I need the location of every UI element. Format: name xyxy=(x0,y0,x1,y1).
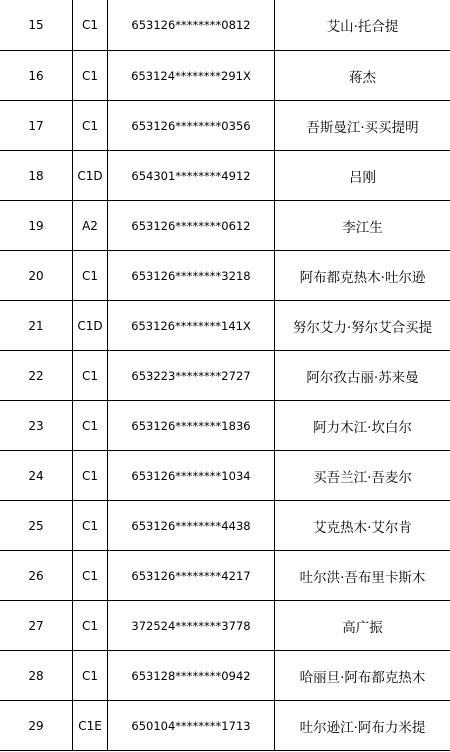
table-row xyxy=(0,501,450,551)
person-name: 努尔艾力·努尔艾合买提 xyxy=(275,301,450,351)
id-number: 653126********4438 xyxy=(108,501,275,551)
license-class: C1D xyxy=(73,301,108,351)
table-row xyxy=(0,551,450,601)
person-name: 吾斯曼江·买买提明 xyxy=(275,101,450,151)
person-name: 蒋杰 xyxy=(275,51,450,101)
person-name: 买吾兰江·吾麦尔 xyxy=(275,451,450,501)
license-class: C1 xyxy=(73,551,108,601)
table-row xyxy=(0,101,450,151)
license-class: C1 xyxy=(73,651,108,701)
row-number: 29 xyxy=(0,701,73,751)
row-number: 23 xyxy=(0,401,73,451)
row-number: 21 xyxy=(0,301,73,351)
row-number: 18 xyxy=(0,151,73,201)
license-class: C1 xyxy=(73,501,108,551)
table-row xyxy=(0,651,450,701)
row-number: 24 xyxy=(0,451,73,501)
person-name: 高广振 xyxy=(275,601,450,651)
table-row xyxy=(0,0,450,51)
table-row xyxy=(0,151,450,201)
license-class: A2 xyxy=(73,201,108,251)
table-row xyxy=(0,701,450,751)
id-number: 654301********4912 xyxy=(108,151,275,201)
table-row xyxy=(0,401,450,451)
row-number: 28 xyxy=(0,651,73,701)
person-name: 哈丽旦·阿布都克热木 xyxy=(275,651,450,701)
row-number: 26 xyxy=(0,551,73,601)
row-number: 25 xyxy=(0,501,73,551)
license-class: C1 xyxy=(73,351,108,401)
license-class: C1D xyxy=(73,151,108,201)
table-row xyxy=(0,601,450,651)
row-number: 16 xyxy=(0,51,73,101)
id-number: 372524********3778 xyxy=(108,601,275,651)
id-number: 653126********3218 xyxy=(108,251,275,301)
person-name: 艾克热木·艾尔肯 xyxy=(275,501,450,551)
person-name: 吕刚 xyxy=(275,151,450,201)
person-name: 艾山·托合提 xyxy=(275,0,450,51)
id-number: 653223********2727 xyxy=(108,351,275,401)
license-class: C1 xyxy=(73,101,108,151)
row-number: 19 xyxy=(0,201,73,251)
table-row xyxy=(0,51,450,101)
id-number: 653126********0612 xyxy=(108,201,275,251)
id-number: 653124********291X xyxy=(108,51,275,101)
row-number: 15 xyxy=(0,0,73,51)
id-number: 653126********1836 xyxy=(108,401,275,451)
row-number: 17 xyxy=(0,101,73,151)
id-number: 653128********0942 xyxy=(108,651,275,701)
id-number: 653126********0812 xyxy=(108,0,275,51)
person-name: 吐尔洪·吾布里卡斯木 xyxy=(275,551,450,601)
id-number: 650104********1713 xyxy=(108,701,275,751)
id-number: 653126********4217 xyxy=(108,551,275,601)
person-name: 吐尔逊江·阿布力米提 xyxy=(275,701,450,751)
person-name: 阿力木江·坎白尔 xyxy=(275,401,450,451)
id-number: 653126********1034 xyxy=(108,451,275,501)
id-number: 653126********141X xyxy=(108,301,275,351)
table-row xyxy=(0,201,450,251)
license-class: C1 xyxy=(73,0,108,51)
person-name: 李江生 xyxy=(275,201,450,251)
table-row xyxy=(0,451,450,501)
id-number: 653126********0356 xyxy=(108,101,275,151)
license-class: C1 xyxy=(73,251,108,301)
row-number: 20 xyxy=(0,251,73,301)
row-number: 22 xyxy=(0,351,73,401)
license-class: C1E xyxy=(73,701,108,751)
license-class: C1 xyxy=(73,601,108,651)
table-row xyxy=(0,351,450,401)
row-number: 27 xyxy=(0,601,73,651)
license-class: C1 xyxy=(73,401,108,451)
person-name: 阿尔孜古丽·苏来曼 xyxy=(275,351,450,401)
license-class: C1 xyxy=(73,51,108,101)
table-row xyxy=(0,251,450,301)
license-class: C1 xyxy=(73,451,108,501)
table-row xyxy=(0,301,450,351)
person-name: 阿布都克热木·吐尔逊 xyxy=(275,251,450,301)
